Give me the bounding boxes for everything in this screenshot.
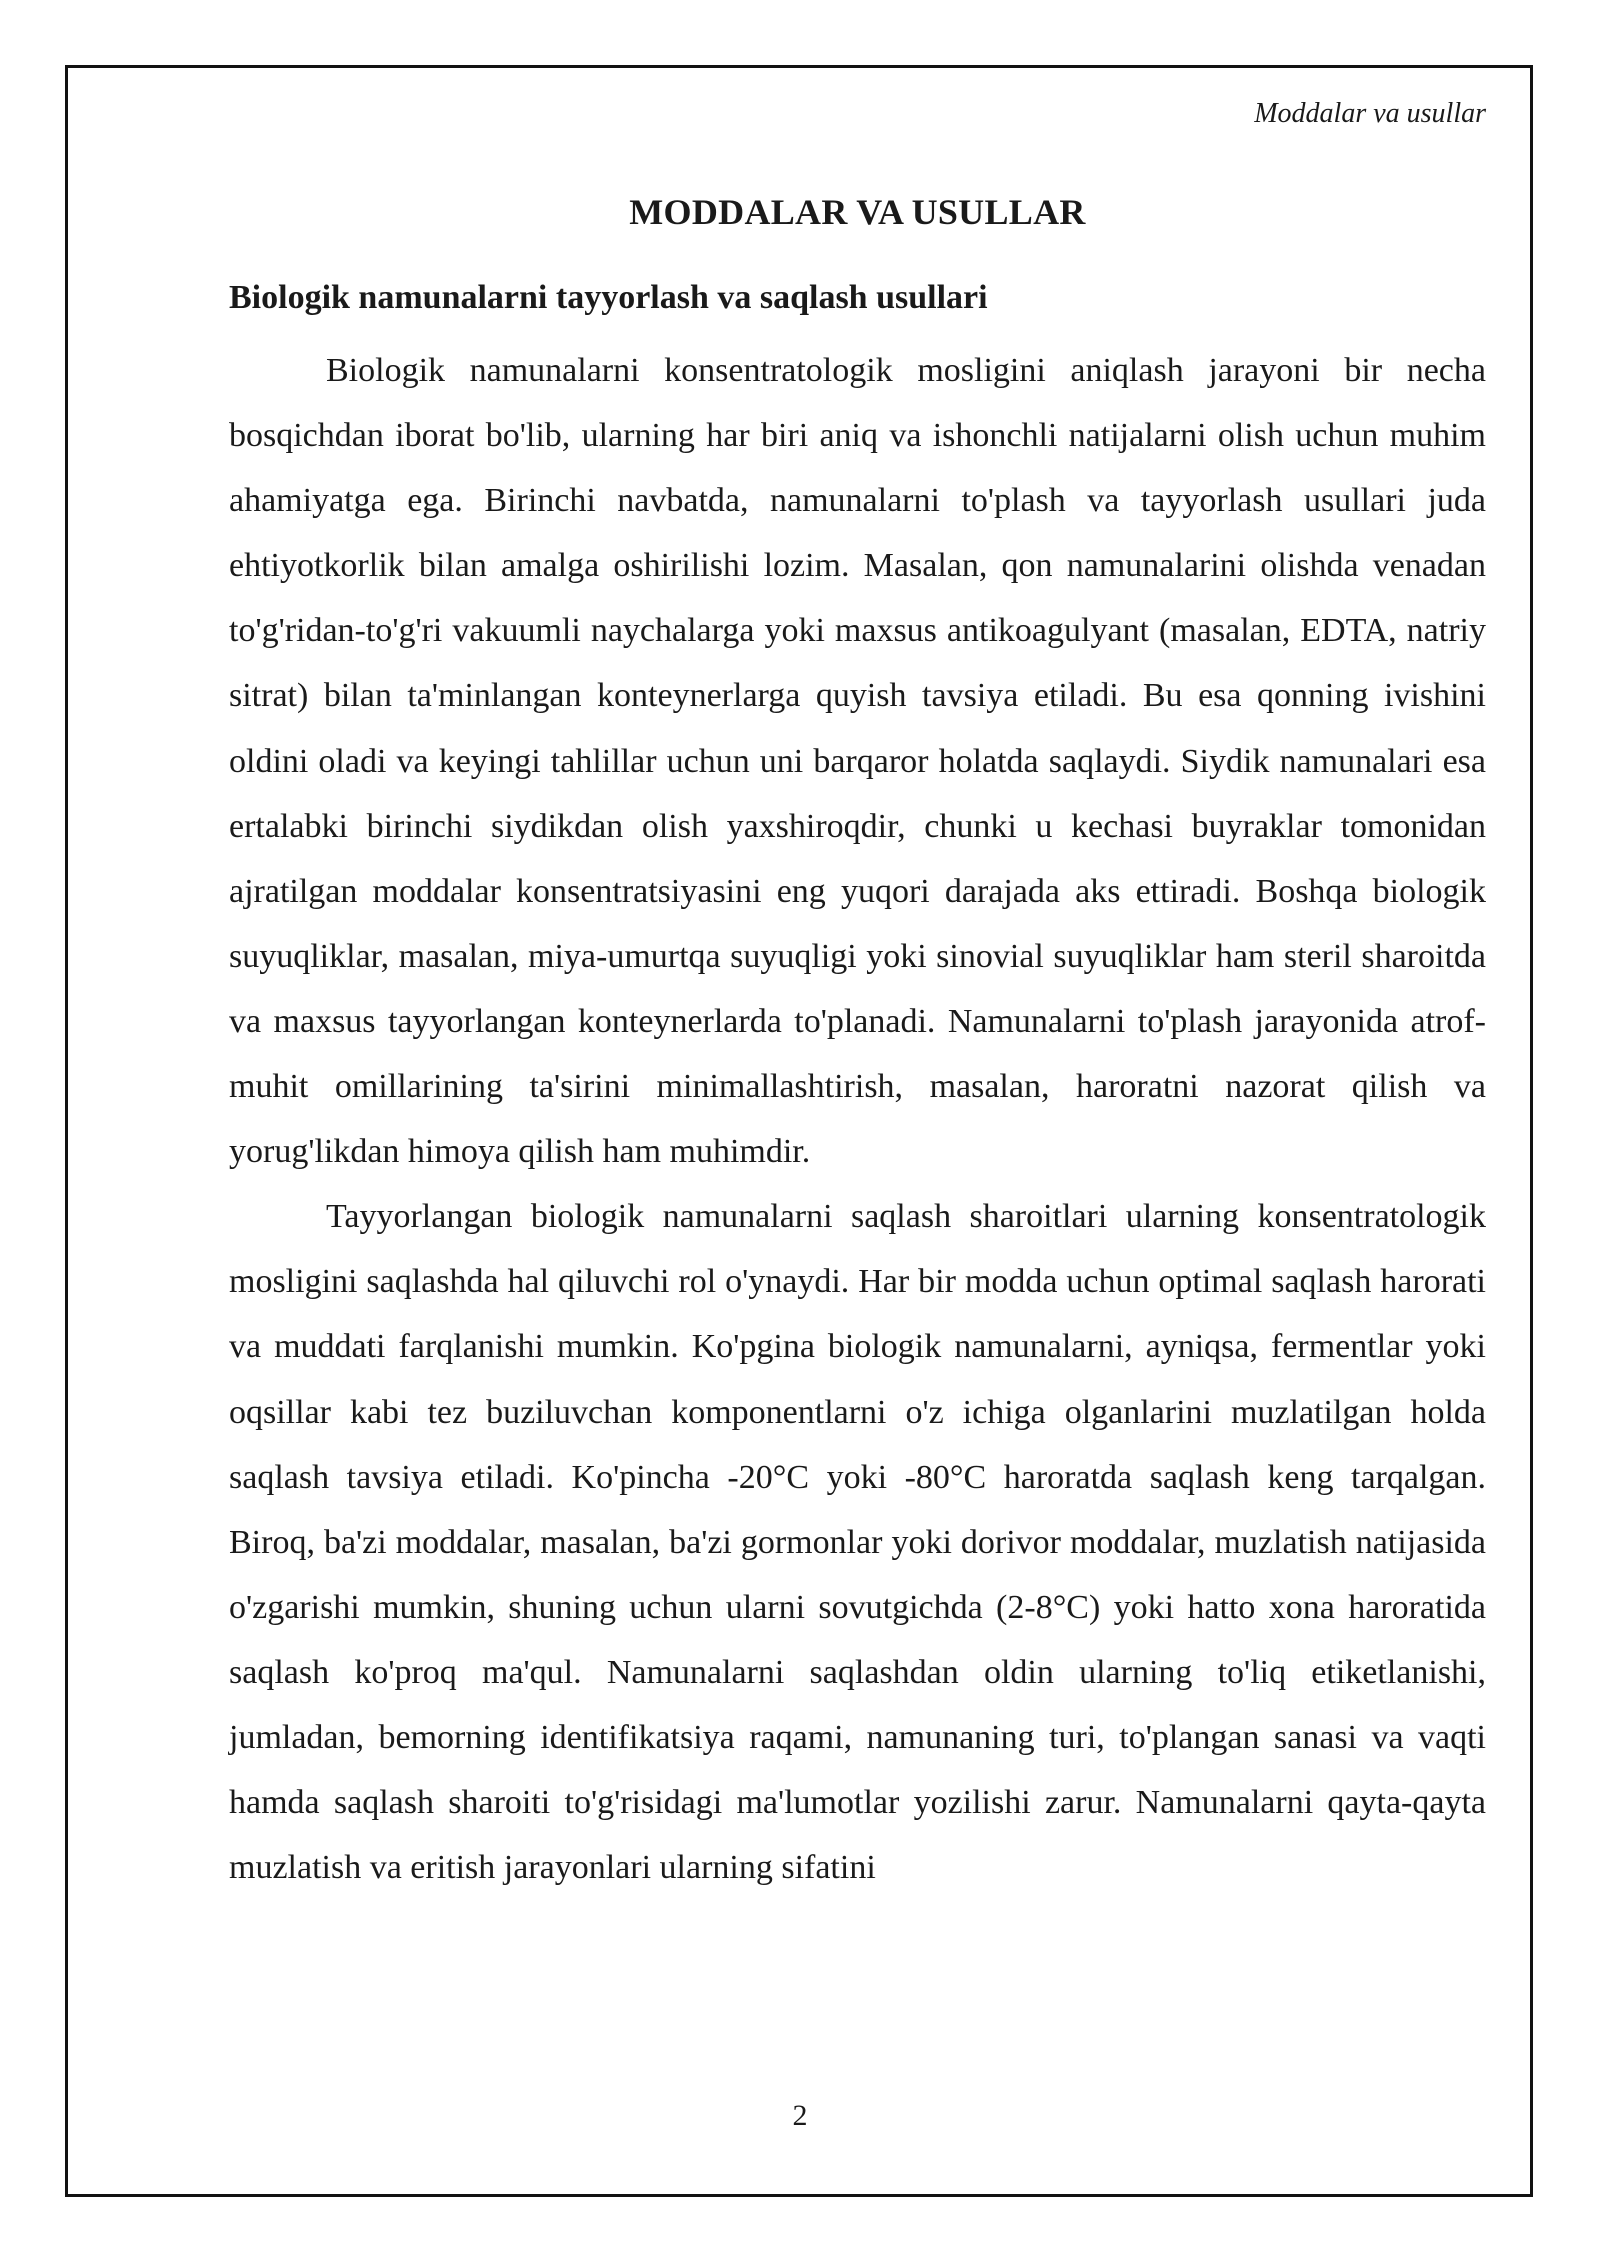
paragraph-1: Biologik namunalarni konsentratologik mosligini aniqlash jarayoni bir necha bosqichdan iborat bo'lib, ularning har biri aniq va ishonchli natijalarni olish uchun muhim ahamiyatga ega. Birinchi navbatda, namunalarni to'plash va tayyorlash usullari juda ehtiyotkorlik bilan amalga oshirilishi lozim. Masalan, qon namunalarini olishda venadan to'g'ridan-to'g'ri vakuumli naychalarga yoki maxsus antikoagulyant (masalan, EDTA, natriy sitrat) bilan ta'minlangan konteynerlarga quyish tavsiya etiladi. Bu esa qonning ivishini oldini oladi va keyingi tahlillar uchun uni barqaror holatda saqlaydi. Siydik namunalari esa ertalabki birinchi siydikdan olish yaxshiroqdir, chunki u kechasi buyraklar tomonidan ajratilgan moddalar konsentratsiyasini eng yuqori darajada aks ettiradi. Boshqa biologik suyuqliklar, masalan, miya-umurtqa suyuqligi yoki sinovial suyuqliklar ham steril sharoitda va maxsus tayyorlangan konteynerlarda to'planadi. Namunalarni to'plash jarayonida atrof-muhit omillarining ta'sirini minimallashtirish, masalan, haroratni nazorat qilish va yorug'likdan himoya qilish ham muhimdir. xyxy=(229,352,1486,1171)
document-title: MODDALAR VA USULLAR xyxy=(629,192,1086,232)
section-heading: Biologik namunalarni tayyorlash va saqlash usullari xyxy=(229,279,988,316)
paragraph-2: Tayyorlangan biologik namunalarni saqlash sharoitlari ularning konsentratologik mosligini saqlashda hal qiluvchi rol o'ynaydi. Har bir modda uchun optimal saqlash harorati va muddati farqlanishi mumkin. Ko'pgina biologik namunalarni, ayniqsa, fermentlar yoki oqsillar kabi tez buziluvchan komponentlarni o'z ichiga olganlarini muzlatilgan holda saqlash tavsiya etiladi. Ko'pincha -20°C yoki -80°C haroratda saqlash keng tarqalgan. Biroq, ba'zi moddalar, masalan, ba'zi gormonlar yoki dorivor moddalar, muzlatish natijasida o'zgarishi mumkin, shuning uchun ularni sovutgichda (2-8°C) yoki hatto xona haroratida saqlash ko'proq ma'qul. Namunalarni saqlashdan oldin ularning to'liq etiketlanishi, jumladan, bemorning identifikatsiya raqami, namunaning turi, to'plangan sanasi va vaqti hamda saqlash sharoiti to'g'risidagi ma'lumotlar yozilishi zarur. Namunalarni qayta-qayta muzlatish va eritish jarayonlari ularning sifatini xyxy=(229,1198,1486,1887)
document-body xyxy=(229,186,1486,1900)
page-number: 2 xyxy=(792,2099,808,2132)
running-header: Moddalar va usullar xyxy=(1254,98,1486,129)
